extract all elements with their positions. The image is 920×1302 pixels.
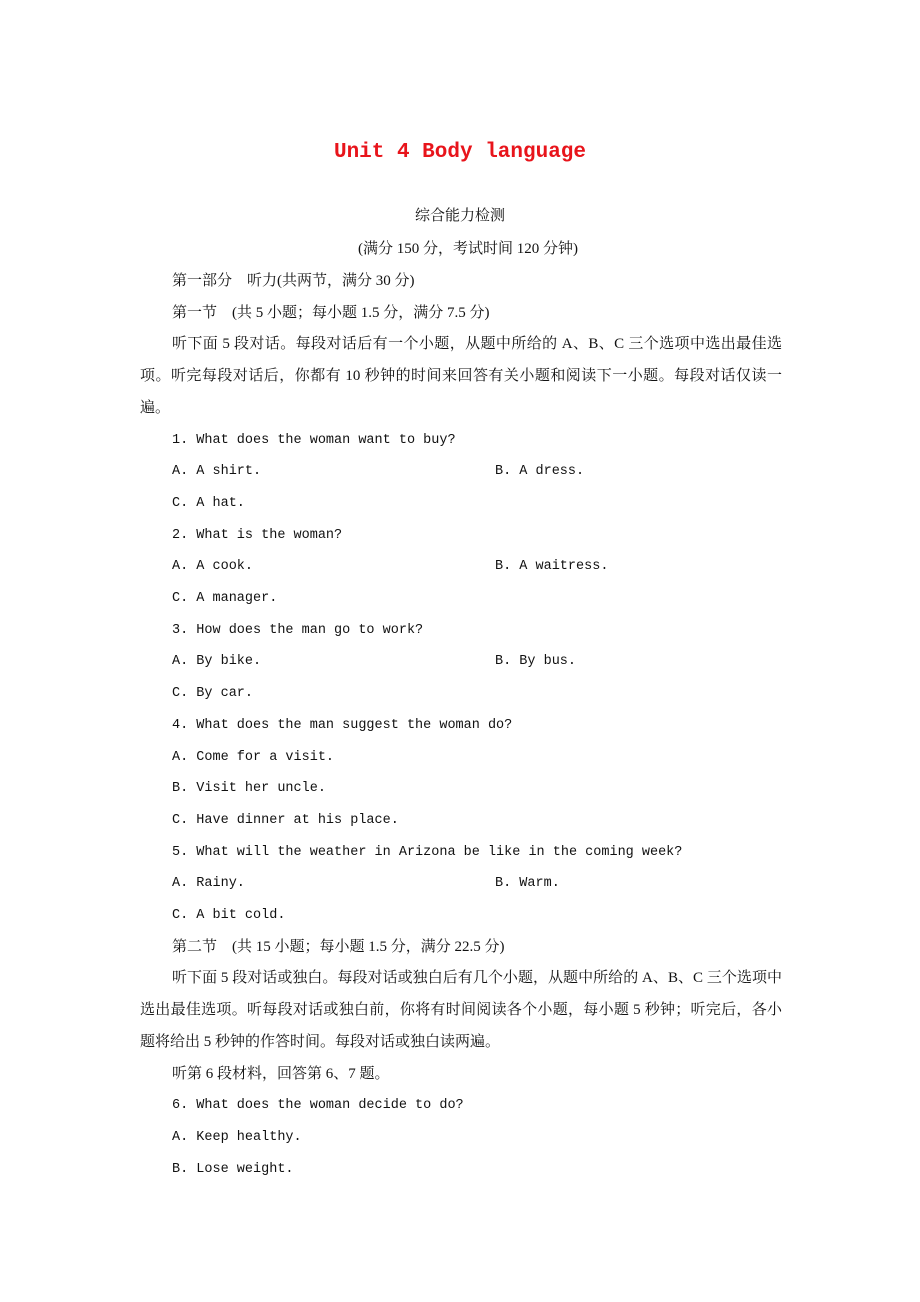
score-note: (满分 150 分，考试时间 120 分钟): [358, 241, 578, 257]
question-1: 1. What does the woman want to buy?: [172, 432, 456, 448]
section2-heading: 第二节 (共 15 小题；每小题 1.5 分，满分 22.5 分): [172, 938, 505, 955]
question-6: 6. What does the woman decide to do?: [172, 1098, 464, 1114]
option-3b: B. By bus.: [495, 654, 577, 670]
option-2a: A. A cook.: [172, 559, 254, 575]
option-6a: A. Keep healthy.: [172, 1129, 302, 1145]
document-body: [140, 266, 782, 1185]
option-4a: A. Come for a visit.: [172, 749, 335, 765]
option-6b: B. Lose weight.: [172, 1161, 294, 1177]
option-3c: C. By car.: [172, 686, 254, 702]
option-4c: C. Have dinner at his place.: [172, 812, 399, 828]
option-2c: C. A manager.: [172, 591, 278, 607]
section1-instructions: 听下面 5 段对话。每段对话后有一个小题，从题中所给的 A、B、C 三个选项中选出最佳选项。听完每段对话后，你都有 10 秒钟的时间来回答有关小题和阅读下一小题。每段对话仅读一遍。: [140, 336, 782, 416]
document-title: Unit 4 Body language: [333, 141, 587, 164]
question-4: 4. What does the man suggest the woman do?: [172, 717, 513, 733]
question-5: 5. What will the weather in Arizona be like in the coming week?: [172, 844, 683, 860]
section1-heading: 第一节 (共 5 小题；每小题 1.5 分，满分 7.5 分): [172, 304, 490, 321]
option-1a: A. A shirt.: [172, 464, 262, 480]
subtitle: 综合能力检测: [414, 208, 505, 224]
option-2b: B. A waitress.: [495, 559, 609, 575]
section2-instructions: 听下面 5 段对话或独白。每段对话或独白后有几个小题，从题中所给的 A、B、C 三个选项中选出最佳选项。听每段对话或独白前，你将有时间阅读各个小题，每小题 5 秒钟；听完后，各小题将给出 5 秒钟的作答时间。每段对话或独白读两遍。: [140, 970, 782, 1050]
option-5b: B. Warm.: [495, 876, 560, 892]
option-3a: A. By bike.: [172, 654, 262, 670]
option-5c: C. A bit cold.: [172, 908, 286, 924]
question-3: 3. How does the man go to work?: [172, 622, 424, 638]
option-5a: A. Rainy.: [172, 876, 245, 892]
option-1b: B. A dress.: [495, 464, 585, 480]
part1-heading: 第一部分 听力(共两节，满分 30 分): [172, 273, 415, 289]
option-1c: C. A hat.: [172, 495, 245, 511]
option-4b: B. Visit her uncle.: [172, 781, 326, 797]
material-6-note: 听第 6 段材料，回答第 6、7 题。: [172, 1065, 390, 1082]
question-2: 2. What is the woman?: [172, 527, 343, 543]
